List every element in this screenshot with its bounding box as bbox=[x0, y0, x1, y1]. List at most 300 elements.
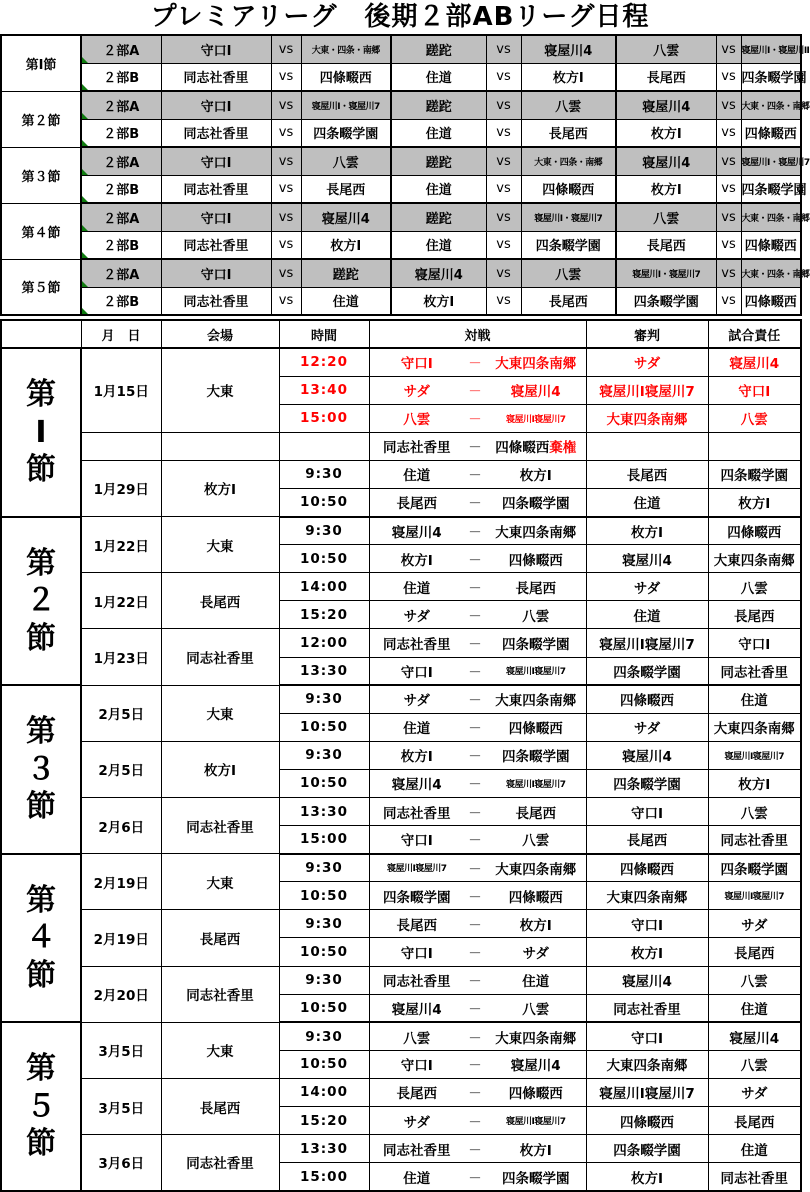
home-team: 同志社香里 bbox=[369, 798, 464, 826]
home-team: 寝屋川4 bbox=[369, 517, 464, 545]
header-time: 時間 bbox=[279, 320, 369, 348]
summary-home-team: 同志社香里 bbox=[161, 63, 271, 91]
summary-away-team: 寝屋川4 bbox=[521, 35, 616, 63]
match-date: 1月22日 bbox=[81, 517, 161, 573]
match-time bbox=[279, 432, 369, 460]
responsible-team: 四條畷西 bbox=[708, 517, 801, 545]
away-team: 大東四条南郷 bbox=[486, 854, 586, 882]
home-team: サダ bbox=[369, 601, 464, 629]
summary-home-team: 八雲 bbox=[616, 203, 716, 231]
summary-vs: vs bbox=[486, 287, 521, 315]
away-team: 大東四条南郷 bbox=[486, 1022, 586, 1050]
match-time: 9:30 bbox=[279, 741, 369, 769]
match-dash: － bbox=[464, 798, 486, 826]
match-dash: － bbox=[464, 404, 486, 432]
summary-vs: vs bbox=[486, 119, 521, 147]
referee-team: 住道 bbox=[586, 601, 708, 629]
referee-team: 大東四条南郷 bbox=[586, 882, 708, 910]
summary-vs: vs bbox=[271, 147, 301, 175]
schedule-row bbox=[1, 966, 801, 994]
away-team: 四條畷西 bbox=[486, 1078, 586, 1106]
referee-team: 四條畷西 bbox=[586, 1107, 708, 1135]
away-team: 枚方Ⅰ bbox=[486, 1135, 586, 1163]
away-team: 八雲 bbox=[486, 994, 586, 1022]
summary-home-team: 同志社香里 bbox=[161, 287, 271, 315]
section-label bbox=[1, 1022, 81, 1191]
responsible-team: 八雲 bbox=[708, 798, 801, 826]
summary-home-team: 同志社香里 bbox=[161, 119, 271, 147]
responsible-team: 八雲 bbox=[708, 966, 801, 994]
match-date: 3月5日 bbox=[81, 1078, 161, 1134]
summary-away-team: 寝屋川4 bbox=[301, 203, 391, 231]
match-dash: － bbox=[464, 348, 486, 376]
referee-team: 寝屋川Ⅰ寝屋川7 bbox=[586, 1078, 708, 1106]
summary-away-team: 大東・四条・南郷 bbox=[741, 259, 801, 287]
match-dash: － bbox=[464, 854, 486, 882]
section-label bbox=[1, 854, 81, 1023]
summary-home-team: 枚方Ⅰ bbox=[616, 119, 716, 147]
responsible-team: 長尾西 bbox=[708, 938, 801, 966]
schedule-row bbox=[1, 798, 801, 826]
responsible-team: 住道 bbox=[708, 685, 801, 713]
referee-team: 長尾西 bbox=[586, 826, 708, 854]
match-venue: 大東 bbox=[161, 854, 279, 910]
summary-vs: vs bbox=[486, 91, 521, 119]
summary-away-team: 四條畷西 bbox=[741, 231, 801, 259]
match-time: 15:20 bbox=[279, 1107, 369, 1135]
match-date: 2月6日 bbox=[81, 798, 161, 854]
home-team: サダ bbox=[369, 685, 464, 713]
match-date: 1月15日 bbox=[81, 348, 161, 432]
match-dash: － bbox=[464, 460, 486, 488]
summary-home-team: 住道 bbox=[391, 119, 486, 147]
responsible-team: 長尾西 bbox=[708, 1107, 801, 1135]
referee-team: 長尾西 bbox=[586, 460, 708, 488]
home-team: 守口Ⅰ bbox=[369, 657, 464, 685]
away-team: 寝屋川Ⅰ寝屋川7 bbox=[486, 404, 586, 432]
summary-row-5-a bbox=[1, 259, 801, 287]
home-team: 長尾西 bbox=[369, 1078, 464, 1106]
referee-team: 四條畷西 bbox=[586, 854, 708, 882]
away-team: 長尾西 bbox=[486, 573, 586, 601]
away-team-cell bbox=[486, 432, 586, 460]
summary-division-label: ２部A bbox=[81, 203, 161, 231]
responsible-team: 八雲 bbox=[708, 573, 801, 601]
match-dash: － bbox=[464, 685, 486, 713]
responsible-team: 住道 bbox=[708, 1135, 801, 1163]
referee-team: 守口Ⅰ bbox=[586, 1022, 708, 1050]
match-date: 3月6日 bbox=[81, 1135, 161, 1191]
match-time: 13:30 bbox=[279, 1135, 369, 1163]
match-dash: － bbox=[464, 657, 486, 685]
summary-row-1-a bbox=[1, 35, 801, 63]
match-date: 2月19日 bbox=[81, 910, 161, 966]
summary-vs: vs bbox=[271, 35, 301, 63]
match-venue: 大東 bbox=[161, 517, 279, 573]
summary-home-team: 住道 bbox=[391, 175, 486, 203]
home-team: 住道 bbox=[369, 573, 464, 601]
match-venue: 同志社香里 bbox=[161, 966, 279, 1022]
referee-team: 寝屋川Ⅰ寝屋川7 bbox=[586, 376, 708, 404]
summary-away-team: 大東・四条・南郷 bbox=[301, 35, 391, 63]
home-team: 長尾西 bbox=[369, 910, 464, 938]
summary-vs: vs bbox=[716, 147, 741, 175]
section-label-text: 第 ５ 節 bbox=[26, 1051, 56, 1162]
summary-away-team: 大東・四条・南郷 bbox=[521, 147, 616, 175]
referee-team: 四条畷学園 bbox=[586, 769, 708, 797]
summary-home-team: 住道 bbox=[391, 63, 486, 91]
home-team: 枚方Ⅰ bbox=[369, 741, 464, 769]
summary-home-team: 四条畷学園 bbox=[616, 287, 716, 315]
match-time: 9:30 bbox=[279, 910, 369, 938]
summary-row-3-a bbox=[1, 147, 801, 175]
match-time: 10:50 bbox=[279, 488, 369, 516]
referee-team: 寝屋川Ⅰ寝屋川7 bbox=[586, 629, 708, 657]
match-time: 10:50 bbox=[279, 938, 369, 966]
schedule-row bbox=[1, 1022, 801, 1050]
home-team: 長尾西 bbox=[369, 488, 464, 516]
responsible-team: サダ bbox=[708, 910, 801, 938]
referee-team: 同志社香里 bbox=[586, 994, 708, 1022]
summary-vs: vs bbox=[486, 35, 521, 63]
summary-vs: vs bbox=[716, 119, 741, 147]
match-venue: 同志社香里 bbox=[161, 798, 279, 854]
referee-team: 寝屋川4 bbox=[586, 741, 708, 769]
summary-table bbox=[0, 34, 810, 316]
referee-team: 枚方Ⅰ bbox=[586, 1163, 708, 1191]
home-team: 守口Ⅰ bbox=[369, 348, 464, 376]
responsible-team: 枚方Ⅰ bbox=[708, 488, 801, 516]
summary-home-team: 枚方Ⅰ bbox=[391, 287, 486, 315]
summary-division-label: ２部A bbox=[81, 35, 161, 63]
match-time: 10:50 bbox=[279, 994, 369, 1022]
summary-row-4-a bbox=[1, 203, 801, 231]
schedule-row bbox=[1, 1078, 801, 1106]
section-label-text: 第 ３ 節 bbox=[26, 714, 56, 825]
away-team: 四條畷西 bbox=[486, 713, 586, 741]
match-venue: 枚方Ⅰ bbox=[161, 460, 279, 516]
summary-vs: vs bbox=[716, 175, 741, 203]
summary-vs: vs bbox=[486, 63, 521, 91]
match-time: 9:30 bbox=[279, 460, 369, 488]
summary-home-team: 蹉跎 bbox=[391, 35, 486, 63]
summary-row-2-a bbox=[1, 91, 801, 119]
summary-away-team: 四条畷学園 bbox=[741, 63, 801, 91]
responsible-team: 寝屋川Ⅰ寝屋川7 bbox=[708, 882, 801, 910]
summary-home-team: 寝屋川4 bbox=[391, 259, 486, 287]
match-dash: － bbox=[464, 1022, 486, 1050]
home-team: サダ bbox=[369, 376, 464, 404]
summary-division-label: ２部B bbox=[81, 63, 161, 91]
summary-away-team: 四條畷西 bbox=[741, 287, 801, 315]
away-team: 住道 bbox=[486, 966, 586, 994]
match-time: 10:50 bbox=[279, 882, 369, 910]
responsible-team: 寝屋川Ⅰ寝屋川7 bbox=[708, 741, 801, 769]
match-time: 9:30 bbox=[279, 854, 369, 882]
away-team: 大東四条南郷 bbox=[486, 348, 586, 376]
section-label-text: 第 Ⅰ 節 bbox=[26, 377, 56, 488]
match-venue: 大東 bbox=[161, 685, 279, 741]
home-team: 守口Ⅰ bbox=[369, 938, 464, 966]
summary-away-team: 四条畷学園 bbox=[741, 175, 801, 203]
responsible-team: 住道 bbox=[708, 994, 801, 1022]
referee-team: 四条畷学園 bbox=[586, 1135, 708, 1163]
summary-division-label: ２部B bbox=[81, 175, 161, 203]
referee-team: 四条畷学園 bbox=[586, 657, 708, 685]
match-venue: 枚方Ⅰ bbox=[161, 741, 279, 797]
match-time: 15:20 bbox=[279, 601, 369, 629]
away-team: 寝屋川Ⅰ寝屋川7 bbox=[486, 1107, 586, 1135]
summary-home-team: 守口Ⅰ bbox=[161, 91, 271, 119]
match-date: 3月5日 bbox=[81, 1022, 161, 1078]
summary-vs: vs bbox=[486, 259, 521, 287]
match-time: 14:00 bbox=[279, 1078, 369, 1106]
away-team: 四条畷学園 bbox=[486, 1163, 586, 1191]
summary-away-team: 寝屋川Ⅰ・寝屋川7 bbox=[741, 147, 801, 175]
summary-vs: vs bbox=[716, 203, 741, 231]
match-dash: － bbox=[464, 826, 486, 854]
responsible-team: 枚方Ⅰ bbox=[708, 769, 801, 797]
responsible-team: 長尾西 bbox=[708, 601, 801, 629]
responsible-team: 大東四条南郷 bbox=[708, 545, 801, 573]
match-dash: － bbox=[464, 1107, 486, 1135]
summary-home-team: 守口Ⅰ bbox=[161, 147, 271, 175]
summary-away-team: 枚方Ⅰ bbox=[521, 63, 616, 91]
match-date: 2月5日 bbox=[81, 685, 161, 741]
header-date: 月 日 bbox=[81, 320, 161, 348]
referee-team: 枚方Ⅰ bbox=[586, 938, 708, 966]
away-team: 寝屋川Ⅰ寝屋川7 bbox=[486, 657, 586, 685]
summary-vs: vs bbox=[271, 119, 301, 147]
schedule-row bbox=[1, 432, 801, 460]
responsible-team: 同志社香里 bbox=[708, 657, 801, 685]
home-team: 八雲 bbox=[369, 1022, 464, 1050]
referee-team: 四條畷西 bbox=[586, 685, 708, 713]
summary-row-4-b bbox=[1, 231, 801, 259]
summary-away-team: 大東・四条・南郷 bbox=[741, 91, 801, 119]
match-dash: － bbox=[464, 517, 486, 545]
match-venue: 同志社香里 bbox=[161, 1135, 279, 1191]
summary-vs: vs bbox=[486, 175, 521, 203]
summary-away-team: 八雲 bbox=[301, 147, 391, 175]
responsible-team: サダ bbox=[708, 1078, 801, 1106]
home-team: サダ bbox=[369, 1107, 464, 1135]
schedule-row bbox=[1, 348, 801, 376]
summary-away-team: 四條畷西 bbox=[741, 119, 801, 147]
summary-home-team: 長尾西 bbox=[616, 63, 716, 91]
match-dash: － bbox=[464, 938, 486, 966]
match-dash: － bbox=[464, 545, 486, 573]
home-team: 守口Ⅰ bbox=[369, 1050, 464, 1078]
match-time: 9:30 bbox=[279, 685, 369, 713]
match-dash: － bbox=[464, 1050, 486, 1078]
home-team: 住道 bbox=[369, 1163, 464, 1191]
summary-away-team: 八雲 bbox=[521, 91, 616, 119]
away-team: 四條畷西 bbox=[486, 545, 586, 573]
match-venue: 長尾西 bbox=[161, 910, 279, 966]
away-team: 四條畷西 bbox=[495, 440, 550, 457]
match-time: 12:00 bbox=[279, 629, 369, 657]
summary-home-team: 寝屋川Ⅰ・寝屋川7 bbox=[616, 259, 716, 287]
schedule-row bbox=[1, 517, 801, 545]
section-label-text: 第 ４ 節 bbox=[26, 882, 56, 993]
away-team: 大東四条南郷 bbox=[486, 685, 586, 713]
schedule-table bbox=[0, 319, 802, 1192]
summary-row-3-b bbox=[1, 175, 801, 203]
match-time: 10:50 bbox=[279, 545, 369, 573]
responsible-team: 寝屋川4 bbox=[708, 1022, 801, 1050]
responsible-team bbox=[708, 432, 801, 460]
away-team: 枚方Ⅰ bbox=[486, 910, 586, 938]
match-dash: － bbox=[464, 1135, 486, 1163]
match-dash: － bbox=[464, 741, 486, 769]
summary-setsu: 第５節 bbox=[1, 259, 81, 315]
summary-home-team: 同志社香里 bbox=[161, 175, 271, 203]
summary-division-label: ２部A bbox=[81, 91, 161, 119]
match-dash: － bbox=[464, 966, 486, 994]
match-dash: － bbox=[464, 910, 486, 938]
summary-away-team: 長尾西 bbox=[301, 175, 391, 203]
match-dash: － bbox=[464, 432, 486, 460]
responsible-team: 寝屋川4 bbox=[708, 348, 801, 376]
match-time: 10:50 bbox=[279, 769, 369, 797]
summary-away-team: 寝屋川Ⅰ・寝屋川7 bbox=[301, 91, 391, 119]
summary-home-team: 守口Ⅰ bbox=[161, 35, 271, 63]
responsible-team: 守口Ⅰ bbox=[708, 376, 801, 404]
summary-row-5-b bbox=[1, 287, 801, 315]
header-match: 対戦 bbox=[369, 320, 586, 348]
match-time: 15:00 bbox=[279, 1163, 369, 1191]
match-time: 9:30 bbox=[279, 966, 369, 994]
referee-team: 大東四条南郷 bbox=[586, 1050, 708, 1078]
home-team: 同志社香里 bbox=[369, 629, 464, 657]
away-team: 寝屋川Ⅰ寝屋川7 bbox=[486, 769, 586, 797]
away-team: 四条畷学園 bbox=[486, 741, 586, 769]
home-team: 八雲 bbox=[369, 404, 464, 432]
summary-home-team: 蹉跎 bbox=[391, 91, 486, 119]
summary-vs: vs bbox=[486, 147, 521, 175]
match-time: 14:00 bbox=[279, 573, 369, 601]
schedule-row bbox=[1, 1135, 801, 1163]
summary-vs: vs bbox=[716, 63, 741, 91]
home-team: 枚方Ⅰ bbox=[369, 545, 464, 573]
away-team: 長尾西 bbox=[486, 798, 586, 826]
home-team: 同志社香里 bbox=[369, 966, 464, 994]
match-dash: － bbox=[464, 488, 486, 516]
home-team: 寝屋川Ⅰ寝屋川7 bbox=[369, 854, 464, 882]
section-label-text: 第 ２ 節 bbox=[26, 545, 56, 656]
schedule-row bbox=[1, 685, 801, 713]
summary-vs: vs bbox=[716, 35, 741, 63]
summary-vs: vs bbox=[271, 259, 301, 287]
summary-row-2-b bbox=[1, 119, 801, 147]
schedule-header-row bbox=[1, 320, 801, 348]
summary-row-1-b bbox=[1, 63, 801, 91]
schedule-row bbox=[1, 741, 801, 769]
schedule-row bbox=[1, 573, 801, 601]
responsible-team: 八雲 bbox=[708, 1050, 801, 1078]
summary-home-team: 枚方Ⅰ bbox=[616, 175, 716, 203]
home-team: 同志社香里 bbox=[369, 432, 464, 460]
summary-away-team: 大東・四条・南郷 bbox=[741, 203, 801, 231]
match-venue bbox=[161, 432, 279, 460]
summary-away-team: 四條畷西 bbox=[521, 175, 616, 203]
away-team: 四條畷西 bbox=[486, 882, 586, 910]
responsible-team: 四条畷学園 bbox=[708, 460, 801, 488]
match-date: 2月5日 bbox=[81, 741, 161, 797]
summary-setsu: 第４節 bbox=[1, 203, 81, 259]
match-time: 10:50 bbox=[279, 713, 369, 741]
summary-home-team: 蹉跎 bbox=[391, 203, 486, 231]
summary-home-team: 住道 bbox=[391, 231, 486, 259]
match-time: 9:30 bbox=[279, 1022, 369, 1050]
summary-division-label: ２部A bbox=[81, 259, 161, 287]
referee-team: 守口Ⅰ bbox=[586, 798, 708, 826]
match-time: 15:00 bbox=[279, 404, 369, 432]
summary-vs: vs bbox=[716, 231, 741, 259]
summary-away-team: 枚方Ⅰ bbox=[301, 231, 391, 259]
home-team: 同志社香里 bbox=[369, 1135, 464, 1163]
summary-vs: vs bbox=[271, 175, 301, 203]
match-time: 10:50 bbox=[279, 1050, 369, 1078]
referee-team: サダ bbox=[586, 573, 708, 601]
match-venue: 長尾西 bbox=[161, 573, 279, 629]
header-responsible: 試合責任 bbox=[708, 320, 801, 348]
summary-division-label: ２部B bbox=[81, 231, 161, 259]
header-venue: 会場 bbox=[161, 320, 279, 348]
referee-team: サダ bbox=[586, 713, 708, 741]
schedule-row bbox=[1, 910, 801, 938]
away-team: 四条畷学園 bbox=[486, 488, 586, 516]
match-date: 1月29日 bbox=[81, 460, 161, 516]
summary-vs: vs bbox=[271, 287, 301, 315]
responsible-team: 大東四条南郷 bbox=[708, 713, 801, 741]
schedule-row bbox=[1, 629, 801, 657]
match-time: 15:00 bbox=[279, 826, 369, 854]
summary-division-label: ２部A bbox=[81, 147, 161, 175]
away-team: 大東四条南郷 bbox=[486, 517, 586, 545]
home-team: 寝屋川4 bbox=[369, 769, 464, 797]
header-referee: 審判 bbox=[586, 320, 708, 348]
summary-vs: vs bbox=[271, 91, 301, 119]
responsible-team: 八雲 bbox=[708, 404, 801, 432]
section-label bbox=[1, 685, 81, 854]
referee-team: 住道 bbox=[586, 488, 708, 516]
summary-away-team: 四条畷学園 bbox=[301, 119, 391, 147]
summary-home-team: 長尾西 bbox=[616, 231, 716, 259]
summary-vs: vs bbox=[486, 203, 521, 231]
match-venue: 同志社香里 bbox=[161, 629, 279, 685]
summary-home-team: 寝屋川4 bbox=[616, 147, 716, 175]
summary-vs: vs bbox=[716, 259, 741, 287]
summary-division-label: ２部B bbox=[81, 287, 161, 315]
referee-team: サダ bbox=[586, 348, 708, 376]
section-label bbox=[1, 348, 81, 517]
match-venue: 大東 bbox=[161, 348, 279, 432]
summary-vs: vs bbox=[271, 63, 301, 91]
referee-team: 寝屋川4 bbox=[586, 545, 708, 573]
away-team: 八雲 bbox=[486, 601, 586, 629]
match-venue: 大東 bbox=[161, 1022, 279, 1078]
referee-team: 大東四条南郷 bbox=[586, 404, 708, 432]
summary-home-team: 守口Ⅰ bbox=[161, 259, 271, 287]
away-team: 枚方Ⅰ bbox=[486, 460, 586, 488]
match-date: 1月22日 bbox=[81, 573, 161, 629]
summary-away-team: 四条畷学園 bbox=[521, 231, 616, 259]
responsible-team: 同志社香里 bbox=[708, 826, 801, 854]
home-team: 守口Ⅰ bbox=[369, 826, 464, 854]
referee-team: 枚方Ⅰ bbox=[586, 517, 708, 545]
